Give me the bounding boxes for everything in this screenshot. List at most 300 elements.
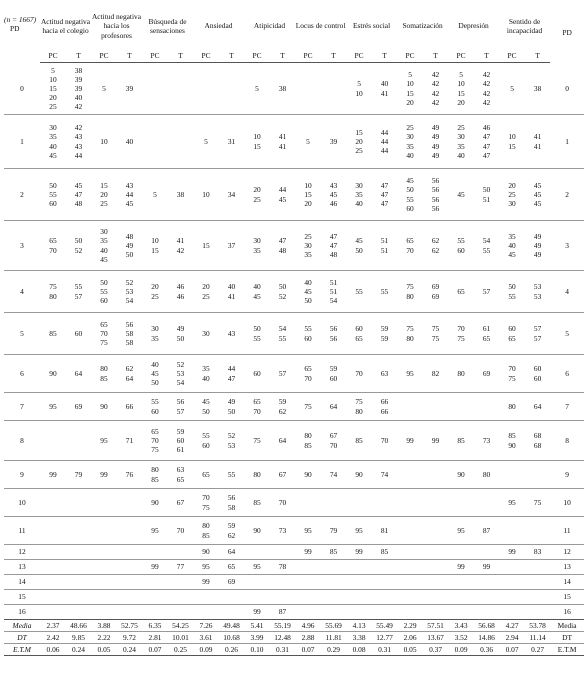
t-value [117,517,142,545]
cell-line: 65 [253,397,261,407]
table-row [4,421,584,461]
cell-line: 40 [380,79,389,89]
cell-line: 45 [457,189,465,199]
cell-line: 63 [380,368,389,378]
cell-line: 95 [406,368,414,378]
cell-line: 41 [533,141,542,151]
pc-value [397,421,423,461]
cell-line: 85 [355,435,363,445]
pc-value [499,461,525,489]
pc-value [244,115,270,169]
scale-title: Locus de control [295,21,346,31]
cell-line: 95 [151,525,159,535]
cell-line: 39 [125,83,134,93]
statistic-value: 2.22 [91,632,117,644]
cell-line: 99 [431,435,440,445]
pc-value [40,393,66,421]
cell-line: 20 [508,180,516,190]
pc-value [295,605,321,620]
cell-line: 67 [329,431,338,441]
t-value [168,421,193,461]
pc-value [142,355,168,393]
cell-line: 30 [406,132,414,142]
pc-value [448,169,474,221]
t-value [270,221,295,271]
pc-value [295,393,321,421]
cell-line: 46 [176,282,185,292]
pc-value [295,271,321,313]
pd-score-right: 9 [550,461,584,489]
cell-line: 90 [253,525,261,535]
pc-value [448,605,474,620]
scale-header [499,3,550,49]
pc-value [40,461,66,489]
cell-line: 56 [431,203,440,213]
t-value [321,575,346,590]
scale-header [295,3,346,49]
pc-value [499,545,525,560]
statistic-value: 2.81 [142,632,168,644]
cell-line: 65 [100,319,108,329]
cell-line: 60 [151,406,159,416]
pc-value [142,393,168,421]
cell-line: 48 [74,199,83,209]
t-value [525,545,550,560]
cell-line: 44 [380,146,389,156]
t-value [372,605,397,620]
statistic-value: 2.88 [295,632,321,644]
pc-value [91,169,117,221]
t-value [423,560,448,575]
pc-value [295,169,321,221]
statistic-label-right: DT [550,632,584,644]
cell-line: 95 [304,525,312,535]
pd-score-right: 6 [550,355,584,393]
t-value [474,63,499,115]
pc-value [193,560,219,575]
t-column-header: T [270,49,295,63]
t-value [525,313,550,355]
cell-line: 95 [355,525,363,535]
t-value [219,115,244,169]
pc-value [244,560,270,575]
pd-score: 15 [4,590,40,605]
pc-value [40,421,66,461]
t-value [321,489,346,517]
statistic-value: 0.08 [346,644,372,656]
pc-value [40,115,66,169]
cell-line: 78 [278,562,287,572]
cell-line: 55 [457,236,465,246]
cell-line: 50 [508,282,516,292]
cell-line: 66 [380,406,389,416]
cell-line: 45 [49,150,57,160]
cell-line: 5 [357,79,361,89]
cell-line: 75 [406,324,414,334]
cell-line: 73 [278,525,287,535]
pc-value [244,421,270,461]
pc-value [397,590,423,605]
cell-line: 46 [329,199,338,209]
t-value [321,221,346,271]
header-row-scales [4,3,584,49]
statistic-value: 4.96 [295,620,321,632]
cell-line: 50 [49,180,57,190]
cell-line: 58 [125,328,134,338]
cell-line: 30 [253,236,261,246]
t-value [219,461,244,489]
pc-value [448,590,474,605]
pd-score-right: 1 [550,115,584,169]
t-value [117,605,142,620]
pc-column-header: PC [142,49,168,63]
cell-line: 56 [329,333,338,343]
cell-line: 43 [329,180,338,190]
cell-line: 66 [380,397,389,407]
cell-line: 80 [457,368,465,378]
t-value [321,461,346,489]
t-value [270,545,295,560]
t-value [423,115,448,169]
t-value [321,393,346,421]
cell-line: 95 [49,401,57,411]
cell-line: 49 [227,397,236,407]
cell-line: 41 [278,141,287,151]
cell-line: 43 [74,132,83,142]
pc-value [193,393,219,421]
cell-line: 60 [533,373,542,383]
t-value [372,590,397,605]
statistic-label-right: E.T.M [550,644,584,656]
t-value [474,605,499,620]
cell-line: 85 [457,435,465,445]
t-value [423,421,448,461]
pc-value [499,421,525,461]
cell-line: 80 [100,364,108,374]
table-row [4,517,584,545]
pc-value [295,560,321,575]
statistic-value: 11.81 [321,632,346,644]
t-value [525,393,550,421]
scale-title: Atipicidad [253,21,286,31]
cell-line: 53 [227,440,236,450]
pc-value [295,421,321,461]
pc-value [91,545,117,560]
cell-line: 51 [380,245,389,255]
pc-value [142,517,168,545]
cell-line: 5 [408,70,412,80]
statistic-value: 3.88 [91,620,117,632]
pc-value [295,590,321,605]
t-value [168,545,193,560]
cell-line: 55 [508,291,516,301]
cell-line: 75 [202,502,210,512]
t-value [117,590,142,605]
t-value [270,560,295,575]
cell-line: 70 [253,406,261,416]
cell-line: 39 [74,83,83,93]
cell-line: 64 [125,373,134,383]
cell-line: 65 [355,333,363,343]
cell-line: 15 [253,141,261,151]
cell-line: 99 [457,562,465,572]
scale-header [244,3,295,49]
t-value [168,271,193,313]
cell-line: 50 [227,406,236,416]
cell-line: 25 [202,291,210,301]
cell-line: 57 [533,324,542,334]
t-value [474,221,499,271]
t-value [474,489,499,517]
t-value [372,489,397,517]
cell-line: 20 [100,189,108,199]
statistic-value: 0.24 [117,644,142,656]
t-value [423,393,448,421]
statistic-value: 9.85 [66,632,91,644]
pd-score: 8 [4,421,40,461]
cell-line: 85 [329,547,338,557]
cell-line: 80 [304,431,312,441]
statistic-value: 0.10 [244,644,270,656]
t-value [66,115,91,169]
t-value [474,393,499,421]
cell-line: 48 [329,250,338,260]
pc-value [346,605,372,620]
cell-line: 75 [533,497,542,507]
pc-value [244,489,270,517]
cell-line: 74 [329,469,338,479]
cell-line: 60 [457,245,465,255]
cell-line: 52 [227,431,236,441]
t-value [525,575,550,590]
t-value [270,605,295,620]
cell-line: 15 [355,127,363,137]
pc-value [346,355,372,393]
pc-column-header: PC [448,49,474,63]
cell-line: 56 [431,176,440,186]
t-value [423,313,448,355]
t-column-header: T [372,49,397,63]
pc-value [397,545,423,560]
scale-title: Estrés social [352,21,391,31]
statistic-value: 0.05 [91,644,117,656]
cell-line: 81 [380,525,389,535]
pc-value [448,313,474,355]
t-value [117,560,142,575]
cell-line: 20 [406,97,414,107]
pc-value [91,63,117,115]
pc-value [448,221,474,271]
cell-line: 30 [304,240,312,250]
t-value [219,489,244,517]
statistic-value: 11.14 [525,632,550,644]
cell-line: 57 [482,286,491,296]
cell-line: 99 [304,547,312,557]
cell-line: 30 [100,227,108,237]
pd-score-right: 2 [550,169,584,221]
cell-line: 42 [431,97,440,107]
norms-table [4,3,584,656]
t-value [474,355,499,393]
t-value [219,421,244,461]
cell-line: 60 [406,203,414,213]
cell-line: 48 [125,231,134,241]
pd-score-right: 7 [550,393,584,421]
t-value [372,393,397,421]
cell-line: 55 [100,286,108,296]
cell-line: 45 [355,236,363,246]
statistic-value: 2.94 [499,632,525,644]
t-value [168,575,193,590]
cell-line: 30 [508,199,516,209]
cell-line: 40 [253,282,261,292]
cell-line: 35 [49,132,57,142]
t-value [219,545,244,560]
statistic-value: 12.48 [270,632,295,644]
pc-value [40,489,66,517]
t-value [270,271,295,313]
table-row [4,169,584,221]
t-column-header: T [525,49,550,63]
pc-value [448,517,474,545]
t-value [372,560,397,575]
pc-value [142,461,168,489]
cell-line: 30 [151,324,159,334]
cell-line: 15 [406,88,414,98]
t-value [372,461,397,489]
t-column-header: T [168,49,193,63]
t-value [117,355,142,393]
cell-line: 55 [380,286,389,296]
t-value [66,393,91,421]
cell-line: 35 [508,231,516,241]
cell-line: 65 [227,562,236,572]
cell-line: 70 [202,493,210,503]
pc-value [448,115,474,169]
cell-line: 5 [306,136,310,146]
cell-line: 25 [355,146,363,156]
cell-line: 50 [151,378,159,388]
norms-statistics [4,620,584,656]
t-value [168,313,193,355]
cell-line: 49 [533,231,542,241]
pc-value [193,271,219,313]
t-value [270,63,295,115]
pc-value [397,355,423,393]
pc-value [346,489,372,517]
cell-line: 46 [482,123,491,133]
t-value [219,560,244,575]
cell-line: 42 [176,245,185,255]
pc-value [193,605,219,620]
pc-value [91,560,117,575]
statistic-value: 56.68 [474,620,499,632]
pc-value [346,271,372,313]
cell-line: 49 [533,240,542,250]
cell-line: 20 [151,282,159,292]
cell-line: 15 [304,189,312,199]
cell-line: 68 [533,431,542,441]
pd-score-right: 8 [550,421,584,461]
cell-line: 20 [49,93,57,103]
cell-line: 45 [406,176,414,186]
cell-line: 99 [508,547,516,557]
cell-line: 54 [176,378,185,388]
pc-value [40,221,66,271]
t-value [474,560,499,575]
t-value [525,115,550,169]
cell-line: 54 [329,296,338,306]
t-value [66,517,91,545]
t-value [423,545,448,560]
cell-line: 70 [100,328,108,338]
cell-line: 71 [125,435,134,445]
cell-line: 50 [482,185,491,195]
cell-line: 10 [100,136,108,146]
pc-value [295,221,321,271]
cell-line: 45 [329,189,338,199]
cell-line: 60 [329,373,338,383]
scale-title: Depresión [458,21,489,31]
cell-line: 99 [253,607,261,617]
cell-line: 65 [457,286,465,296]
pc-value [244,575,270,590]
cell-line: 59 [227,521,236,531]
pc-value [244,461,270,489]
t-value [474,590,499,605]
pc-value [244,271,270,313]
cell-line: 5 [102,83,106,93]
t-value [372,271,397,313]
cell-line: 41 [227,291,236,301]
cell-line: 45 [253,291,261,301]
t-value [66,605,91,620]
pc-value [244,355,270,393]
cell-line: 62 [227,530,236,540]
cell-line: 34 [227,189,236,199]
statistic-value: 52.75 [117,620,142,632]
cell-line: 62 [431,245,440,255]
cell-line: 10 [253,132,261,142]
t-value [117,221,142,271]
pc-value [499,575,525,590]
cell-line: 64 [329,401,338,411]
cell-line: 99 [202,577,210,587]
pc-value [40,63,66,115]
pd-score-right: 13 [550,560,584,575]
cell-line: 75 [253,435,261,445]
cell-line: 82 [431,368,440,378]
t-value [372,517,397,545]
pd-score-right: 3 [550,221,584,271]
cell-line: 53 [125,286,134,296]
pc-column-header: PC [91,49,117,63]
cell-line: 61 [482,324,491,334]
pd-score: 2 [4,169,40,221]
pc-value [397,169,423,221]
t-value [321,605,346,620]
cell-line: 45 [74,180,83,190]
t-value [321,421,346,461]
pc-value [193,313,219,355]
cell-line: 60 [100,296,108,306]
pc-value [91,355,117,393]
t-value [474,421,499,461]
t-value [66,221,91,271]
statistic-row [4,644,584,656]
pc-value [91,517,117,545]
pc-value [244,169,270,221]
